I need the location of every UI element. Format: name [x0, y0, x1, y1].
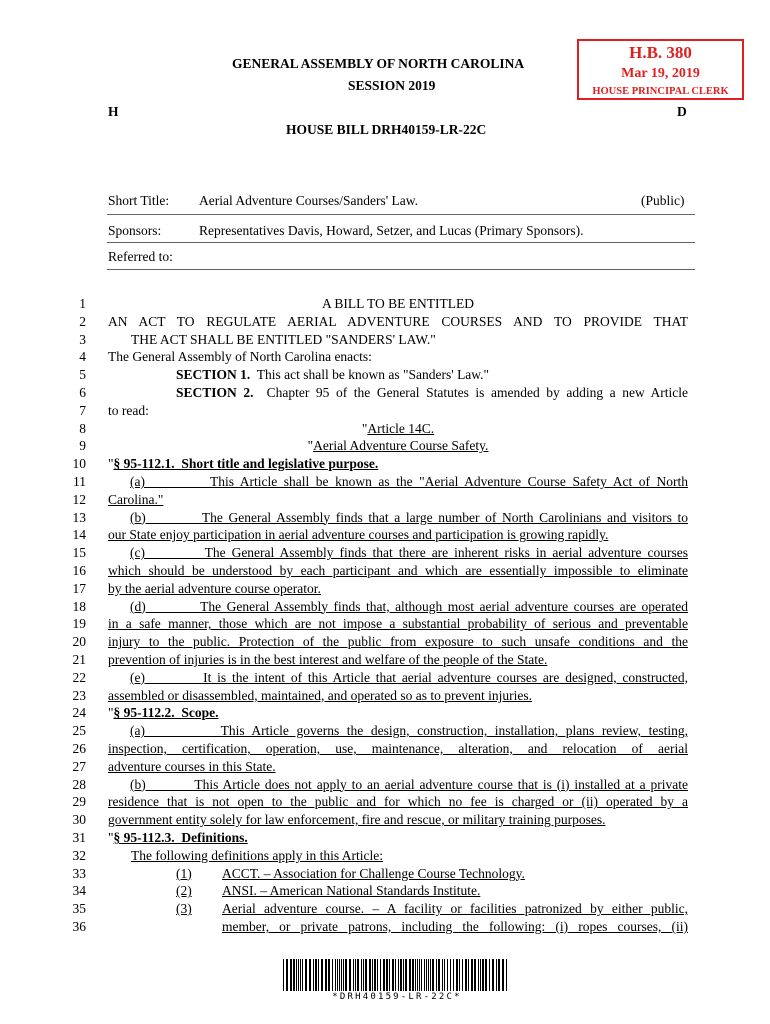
line-text	[108, 492, 163, 508]
text-run: residence that is not open to the public and for which no fee is charged or (ii) operated by a	[108, 794, 688, 810]
line-number: 22	[72, 669, 86, 685]
line-text	[130, 545, 688, 561]
text-run: by the aerial adventure course operator.	[108, 580, 321, 596]
line-text	[108, 688, 532, 704]
line-number: 2	[79, 313, 86, 329]
barcode-text: *DRH40159-LR-22C*	[332, 992, 462, 1002]
text-run: SECTION 2.	[176, 385, 254, 400]
text-run: "	[108, 705, 114, 721]
divider	[107, 214, 695, 215]
stamp-date: Mar 19, 2019	[621, 66, 700, 81]
line-number: 18	[72, 598, 86, 614]
stamp-bill-number: H.B. 380	[629, 43, 692, 62]
line-number: 30	[72, 812, 86, 828]
text-run: member, or private patrons, including the following: (i) ropes courses, (ii)	[222, 919, 688, 934]
line-number: 32	[72, 847, 86, 863]
line-number: 24	[72, 705, 86, 721]
text-run: inspection, certification, operation, use, maintenance, alteration, and relocation of aerial	[108, 741, 688, 756]
chamber-letter-left: H	[108, 104, 119, 119]
line-number: 35	[72, 901, 86, 917]
text-run: (c) The General Assembly finds that there are inherent risks in aerial adventure courses	[130, 545, 688, 561]
text-run: in a safe manner, those which are not impose a substantial probability of serious and preventable	[108, 616, 688, 632]
text-run: Chapter 95 of the General Statutes is amended by adding a new Article	[253, 385, 688, 400]
line-text: Aerial adventure course. – A facility or facilities patronized by either public,	[222, 901, 688, 917]
line-number: 14	[72, 527, 86, 543]
line-text	[222, 919, 688, 935]
line-text: ACCT. – Association for Challenge Course Technology.	[222, 865, 525, 881]
line-text	[108, 581, 321, 597]
text-run: AN ACT TO REGULATE AERIAL ADVENTURE COURSES AND TO PROVIDE THAT	[108, 313, 688, 329]
line-text	[108, 456, 378, 472]
line-number: 7	[79, 402, 86, 418]
text-run: The following definitions apply in this Article:	[131, 847, 383, 863]
line-text	[108, 794, 688, 810]
line-text	[108, 652, 547, 668]
line-number: 25	[72, 723, 86, 739]
referred-label: Referred to:	[108, 249, 173, 264]
line-text	[130, 599, 688, 615]
line-number: 11	[73, 474, 86, 489]
line-text	[108, 527, 608, 543]
line-text: ANSI. – American National Standards Institute.	[222, 883, 481, 899]
line-text	[108, 616, 688, 632]
text-run: "	[361, 420, 368, 436]
text-run: prevention of injuries is in the best interest and welfare of the people of the State.	[108, 652, 548, 667]
line-number: 9	[79, 438, 86, 454]
line-number: 31	[72, 830, 86, 845]
line-number: 16	[72, 563, 86, 578]
line-number: 4	[79, 349, 86, 365]
line-number: 23	[72, 687, 86, 703]
line-text	[130, 670, 688, 686]
line-number: 1	[79, 296, 86, 311]
line-text	[130, 474, 688, 490]
text-run: "	[307, 438, 314, 454]
line-number: 33	[72, 865, 86, 881]
line-number: 17	[72, 580, 86, 596]
text-run: assembled or disassembled, maintained, and operated so as to prevent injuries.	[108, 687, 533, 703]
text-run: § 95-112.3. Definitions.	[113, 830, 248, 845]
divider	[107, 242, 695, 243]
line-number: 21	[72, 652, 86, 667]
text-run: A BILL TO BE ENTITLED	[322, 296, 474, 311]
text-run: to read:	[108, 402, 149, 418]
text-run: THE ACT SHALL BE ENTITLED "SANDERS' LAW."	[131, 331, 436, 347]
text-run: injury to the public. Protection of the public from exposure to such unsafe conditions and the	[108, 634, 688, 650]
line-number: 27	[72, 758, 86, 774]
filing-stamp	[577, 39, 744, 100]
line-text: (1)	[176, 865, 192, 881]
line-text: (3)	[176, 901, 192, 917]
line-number: 34	[72, 883, 86, 899]
assembly-heading: GENERAL ASSEMBLY OF NORTH CAROLINA	[232, 56, 525, 71]
line-text	[131, 332, 436, 348]
short-title-value: Aerial Adventure Courses/Sanders' Law.	[199, 193, 418, 208]
line-text	[108, 759, 276, 775]
chamber-letter-right: D	[677, 104, 687, 119]
text-run: (b) The General Assembly finds that a large number of North Carolinians and visitors to	[130, 509, 688, 525]
line-text	[130, 777, 688, 793]
session-heading: SESSION 2019	[348, 78, 436, 93]
text-run: (e) It is the intent of this Article that aerial adventure courses are designed, constructed,	[130, 669, 688, 685]
line-number: 26	[72, 741, 86, 756]
line-text	[108, 349, 372, 365]
line-number: 20	[72, 634, 86, 650]
text-run: "	[108, 456, 114, 472]
line-number: 3	[79, 331, 86, 347]
text-run: Carolina."	[108, 491, 164, 507]
barcode-image	[283, 959, 511, 991]
line-text	[108, 314, 688, 330]
text-run: (d) The General Assembly finds that, although most aerial adventure courses are operated	[130, 598, 688, 614]
sponsors-label: Sponsors:	[108, 223, 162, 238]
text-run: The General Assembly of North Carolina enacts:	[108, 349, 372, 365]
text-run: Article 14C.	[367, 420, 435, 436]
text-run: § 95-112.2. Scope.	[113, 705, 219, 721]
text-run: This act shall be known as "Sanders' Law."	[250, 367, 490, 383]
sponsors-value: Representatives Davis, Howard, Setzer, and Lucas (Primary Sponsors).	[199, 223, 584, 238]
text-run: (a) This Article governs the design, construction, installation, plans review, testing,	[130, 723, 688, 739]
line-number: 10	[72, 456, 86, 472]
line-number: 15	[72, 545, 86, 561]
line-text	[130, 723, 688, 739]
text-run: adventure courses in this State.	[108, 758, 276, 774]
line-number: 12	[72, 491, 86, 507]
line-text	[108, 830, 248, 846]
line-text	[176, 385, 688, 401]
text-run: our State enjoy participation in aerial adventure courses and participation is growing rapidly.	[108, 527, 609, 543]
short-title-label: Short Title:	[108, 193, 170, 208]
line-text	[108, 438, 688, 454]
text-run: § 95-112.1. Short title and legislative purpose.	[113, 456, 379, 472]
line-text	[108, 421, 688, 437]
short-title-type: (Public)	[641, 193, 685, 208]
line-number: 5	[79, 367, 86, 383]
text-run: (a) This Article shall be known as the "Aerial Adventure Course Safety Act of North	[130, 474, 688, 489]
line-number: 29	[72, 794, 86, 810]
divider	[107, 269, 695, 270]
line-text	[130, 510, 688, 526]
line-text	[176, 367, 489, 383]
line-text	[108, 403, 149, 419]
text-run: government entity solely for law enforcement, fire and rescue, or military training purposes.	[108, 812, 606, 828]
text-run: SECTION 1.	[176, 367, 251, 383]
line-number: 19	[72, 616, 86, 632]
line-text	[131, 848, 383, 864]
line-number: 8	[79, 420, 86, 436]
line-text	[108, 705, 219, 721]
line-text	[108, 563, 688, 579]
line-number: 6	[79, 385, 86, 400]
line-number: 28	[72, 776, 86, 792]
line-text	[108, 741, 688, 757]
line-text: (2)	[176, 883, 192, 899]
line-text	[108, 812, 605, 828]
bill-title: HOUSE BILL DRH40159-LR-22C	[286, 122, 487, 137]
text-run: "	[108, 830, 114, 845]
text-run: which should be understood by each participant and which are essentially impossible to eliminate	[108, 563, 688, 578]
text-run: (b) This Article does not apply to an aerial adventure course that is (i) installed at a private	[130, 776, 688, 792]
stamp-office: HOUSE PRINCIPAL CLERK	[592, 86, 729, 97]
line-text	[108, 296, 688, 312]
text-run: Aerial Adventure Course Safety.	[313, 438, 489, 454]
line-number: 13	[72, 509, 86, 525]
line-number: 36	[72, 919, 86, 934]
line-text	[108, 634, 688, 650]
